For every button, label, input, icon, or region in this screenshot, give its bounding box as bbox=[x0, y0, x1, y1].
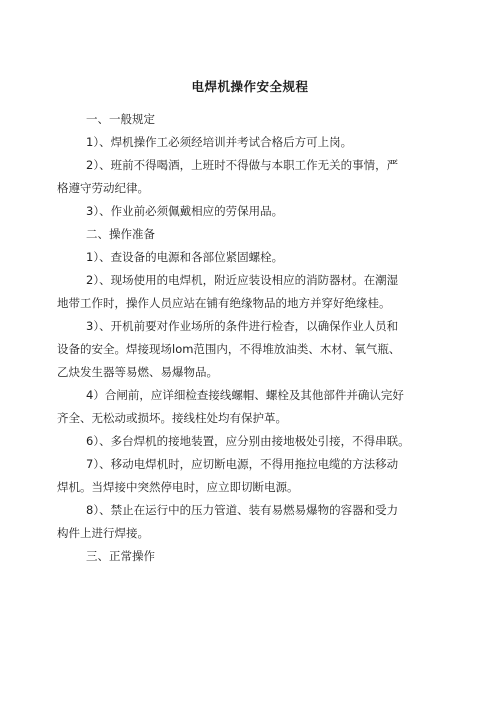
paragraph-continuation: 设备的安全。焊接现场lom范围内，不得堆放油类、木材、氧气瓶、 bbox=[57, 342, 401, 356]
paragraph-line: 6）、多台焊机的接地装置，应分别由接地极处引接，不得串联。 bbox=[86, 434, 410, 448]
paragraph-line: 3）、开机前要对作业场所的条件进行检杳，以确保作业人员和 bbox=[86, 319, 399, 333]
paragraph-continuation: 焊机。当焊接中突然停电时，应立即切断电源。 bbox=[57, 480, 299, 494]
section-heading: 一、一般规定 bbox=[86, 112, 155, 126]
paragraph-line: 2）、班前不得喝酒，上班时不得做与本职工作无关的事情，严 bbox=[86, 158, 399, 172]
paragraph-continuation: 乙炔发生器等易燃、易爆物品。 bbox=[57, 365, 218, 379]
document-body bbox=[57, 108, 426, 568]
paragraph-continuation: 地带工作时，操作人员应站在铺有绝缘物品的地方并穿好绝缘桂。 bbox=[57, 296, 391, 310]
paragraph-continuation: 齐全、无松动或损坏。接线柱处均有保护革。 bbox=[57, 411, 287, 425]
document-title: 电焊机操作安全规程 bbox=[191, 79, 309, 94]
paragraph-line: 8）、禁止在运行中的压力管道、装有易燃易爆物的容器和受力 bbox=[86, 503, 399, 517]
paragraph-line: 2）、现场使用的电焊机，附近应装设相应的消防器材。在潮湿 bbox=[86, 273, 399, 287]
paragraph-line: 1）、焊机操作工必须经培训并考试合格后方可上岗。 bbox=[86, 135, 353, 149]
paragraph-line: 4）合闸前，应详细检查接线螺帽、螺栓及其他部件并确认完好 bbox=[86, 388, 404, 402]
paragraph-continuation: 构件上进行焊接。 bbox=[57, 526, 149, 540]
section-heading: 二、操作准备 bbox=[86, 227, 155, 241]
paragraph-continuation: 格遵守劳动纪律。 bbox=[57, 181, 149, 195]
paragraph-line: 7）、移动电焊机时，应切断电源，不得用拖拉电缆的方法移动 bbox=[86, 457, 399, 471]
paragraph-line: 3）、作业前必须佩戴相应的劳保用品。 bbox=[86, 204, 284, 218]
paragraph-line: 1）、查设备的电源和各部位紧固螺栓。 bbox=[86, 250, 284, 264]
section-heading: 三、正常操作 bbox=[86, 549, 155, 563]
